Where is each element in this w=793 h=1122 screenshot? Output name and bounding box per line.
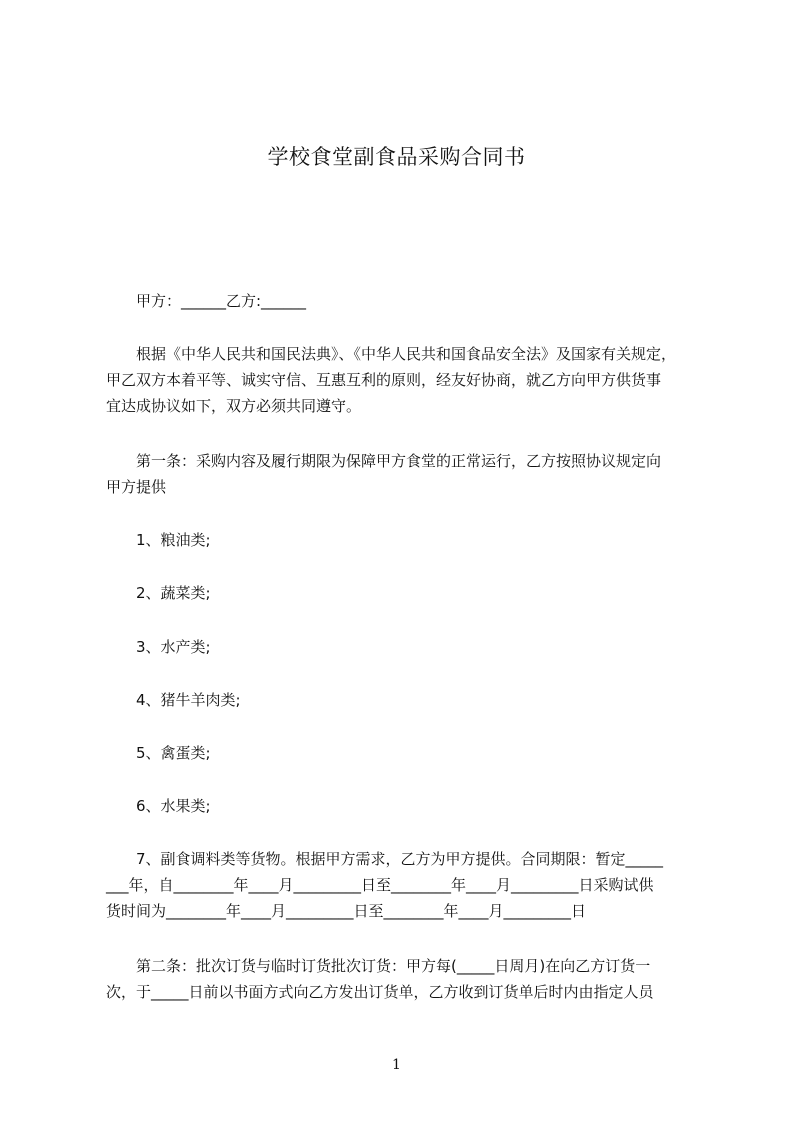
list-item-text: 6、水果类; bbox=[136, 797, 211, 815]
list-item bbox=[106, 687, 706, 713]
article-2-line: 第二条：批次订货与临时订货批次订货：甲方每(_____日周月)在向乙方订货一 bbox=[136, 957, 651, 975]
preamble-paragraph bbox=[106, 341, 706, 419]
preamble-line: 宜达成协议如下，双方必须共同遵守。 bbox=[106, 397, 362, 415]
item-7-line: 货时间为________年____月_________日至________年____月_________日 bbox=[106, 902, 587, 920]
item-7-paragraph bbox=[106, 846, 706, 924]
item-7-line: 7、副食调料类等货物。根据甲方需求，乙方为甲方提供。合同期限：暂定_____ bbox=[136, 850, 664, 868]
list-item-text: 5、禽蛋类; bbox=[136, 744, 211, 762]
article-1-line: 第一条：采购内容及履行期限为保障甲方食堂的正常运行，乙方按照协议规定向 bbox=[136, 452, 662, 470]
article-2-line: 次，于_____日前以书面方式向乙方发出订货单，乙方收到订货单后时内由指定人员 bbox=[106, 983, 654, 1001]
list-item-text: 4、猪牛羊肉类; bbox=[136, 691, 241, 709]
page-number: 1 bbox=[392, 1057, 401, 1073]
article-1-line: 甲方提供 bbox=[106, 478, 167, 496]
list-item bbox=[106, 634, 706, 660]
article-2-paragraph bbox=[106, 953, 706, 1005]
preamble-line: 根据《中华人民共和国民法典》、《中华人民共和国食品安全法》及国家有关规定， bbox=[136, 345, 677, 363]
list-item-text: 1、粮油类; bbox=[136, 531, 211, 549]
list-item-text: 2、蔬菜类; bbox=[136, 584, 211, 602]
list-item bbox=[106, 527, 706, 553]
list-item bbox=[106, 580, 706, 606]
list-item bbox=[106, 793, 706, 819]
preamble-line: 甲乙双方本着平等、诚实守信、互惠互利的原则，经友好协商，就乙方向甲方供货事 bbox=[106, 371, 662, 389]
parties-line bbox=[106, 288, 706, 314]
list-item-text: 3、水产类; bbox=[136, 638, 211, 656]
parties-text: 甲方：______乙方:______ bbox=[136, 292, 307, 310]
list-item bbox=[106, 740, 706, 766]
article-1-paragraph bbox=[106, 448, 706, 500]
item-7-line: ___年，自________年____月_________日至________年____月_________日采购试供 bbox=[106, 876, 654, 894]
document-title: 学校食堂副食品采购合同书 bbox=[267, 145, 526, 169]
